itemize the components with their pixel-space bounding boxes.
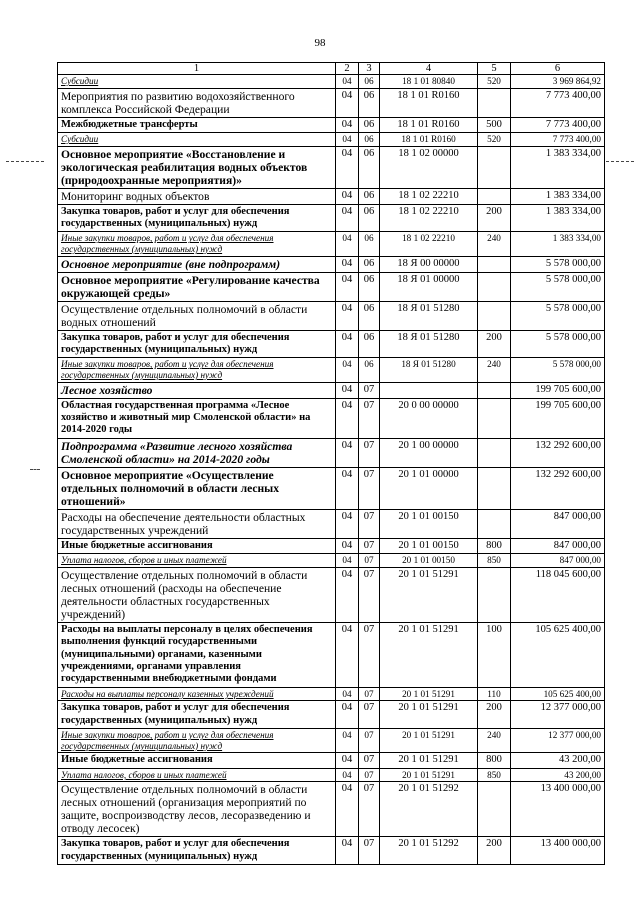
cell-name: Субсидии — [58, 133, 336, 147]
cell-subsection: 07 — [359, 398, 380, 438]
cell-section: 04 — [336, 509, 359, 538]
cell-target-code: 18 1 01 R0160 — [380, 117, 478, 132]
cell-expense-type: 850 — [478, 554, 511, 568]
table-row — [58, 358, 605, 382]
header-cell-col6: 6 — [511, 63, 605, 75]
table-row — [58, 398, 605, 438]
table-header — [58, 63, 605, 75]
cell-target-code: 20 1 01 51291 — [380, 768, 478, 782]
table-row — [58, 188, 605, 204]
table-row — [58, 782, 605, 837]
table-row — [58, 133, 605, 147]
header-row — [58, 63, 605, 75]
table-row — [58, 301, 605, 330]
cell-expense-type — [478, 398, 511, 438]
cell-section: 04 — [336, 538, 359, 553]
cell-expense-type — [478, 88, 511, 117]
cell-expense-type — [478, 188, 511, 204]
cell-section: 04 — [336, 382, 359, 398]
cell-section: 04 — [336, 701, 359, 729]
table-row — [58, 622, 605, 687]
cell-name: Закупка товаров, работ и услуг для обеспечения государственных (муниципальных) нужд — [58, 701, 336, 729]
table-row — [58, 538, 605, 553]
table-row — [58, 753, 605, 768]
cell-expense-type: 100 — [478, 622, 511, 687]
cell-name: Осуществление отдельных полномочий в области лесных отношений (организация мероприятий по защите, воспроизводству лесов, лесоразведению и отводу лесосек) — [58, 782, 336, 837]
cell-target-code: 20 1 01 51291 — [380, 701, 478, 729]
cell-expense-type — [478, 567, 511, 622]
cell-amount: 1 383 334,00 — [511, 146, 605, 188]
cell-amount: 5 578 000,00 — [511, 358, 605, 382]
cell-expense-type — [478, 467, 511, 509]
cell-subsection: 06 — [359, 146, 380, 188]
cell-subsection: 06 — [359, 117, 380, 132]
cell-target-code: 18 1 02 22210 — [380, 204, 478, 232]
table-row — [58, 256, 605, 272]
cell-target-code: 20 1 01 00150 — [380, 509, 478, 538]
table-row — [58, 75, 605, 89]
cell-expense-type: 850 — [478, 768, 511, 782]
cell-expense-type — [478, 382, 511, 398]
cell-name: Осуществление отдельных полномочий в области лесных отношений (расходы на обеспечение деятельности областных государственных учреждений) — [58, 567, 336, 622]
cell-amount: 118 045 600,00 — [511, 567, 605, 622]
cell-target-code: 18 Я 00 00000 — [380, 256, 478, 272]
cell-subsection: 07 — [359, 701, 380, 729]
cell-expense-type: 240 — [478, 729, 511, 753]
cell-subsection: 06 — [359, 232, 380, 256]
table-row — [58, 146, 605, 188]
header-cell-col5: 5 — [478, 63, 511, 75]
cell-amount: 7 773 400,00 — [511, 117, 605, 132]
cell-amount: 5 578 000,00 — [511, 330, 605, 358]
cell-name: Иные бюджетные ассигнования — [58, 538, 336, 553]
cell-target-code: 18 1 02 22210 — [380, 188, 478, 204]
cell-name: Иные закупки товаров, работ и услуг для обеспечения государственных (муниципальных) нужд — [58, 729, 336, 753]
cell-amount: 3 969 864,92 — [511, 75, 605, 89]
cell-section: 04 — [336, 782, 359, 837]
cell-name: Основное мероприятие «Регулирование качества окружающей среды» — [58, 272, 336, 301]
cell-amount: 12 377 000,00 — [511, 701, 605, 729]
cell-subsection: 06 — [359, 272, 380, 301]
table-row — [58, 687, 605, 701]
cell-amount: 5 578 000,00 — [511, 272, 605, 301]
table-row — [58, 509, 605, 538]
cell-name: Уплата налогов, сборов и иных платежей — [58, 554, 336, 568]
table-row — [58, 382, 605, 398]
cell-section: 04 — [336, 256, 359, 272]
cell-section: 04 — [336, 438, 359, 467]
cell-expense-type: 800 — [478, 538, 511, 553]
cell-section: 04 — [336, 622, 359, 687]
cell-name: Областная государственная программа «Лесное хозяйство и животный мир Смоленской области» на 2014-2020 годы — [58, 398, 336, 438]
cell-target-code: 18 Я 01 51280 — [380, 301, 478, 330]
cell-amount: 5 578 000,00 — [511, 301, 605, 330]
cell-subsection: 07 — [359, 382, 380, 398]
table-row — [58, 330, 605, 358]
cell-expense-type — [478, 301, 511, 330]
cell-target-code: 18 1 01 R0160 — [380, 133, 478, 147]
cell-name: Субсидии — [58, 75, 336, 89]
cell-subsection: 06 — [359, 330, 380, 358]
cell-expense-type: 200 — [478, 837, 511, 865]
page-number: 98 — [314, 37, 326, 49]
cell-expense-type: 240 — [478, 232, 511, 256]
cell-section: 04 — [336, 301, 359, 330]
cell-name: Закупка товаров, работ и услуг для обеспечения государственных (муниципальных) нужд — [58, 330, 336, 358]
cell-section: 04 — [336, 88, 359, 117]
table-row — [58, 117, 605, 132]
cell-amount: 1 383 334,00 — [511, 204, 605, 232]
cell-name: Мероприятия по развитию водохозяйственного комплекса Российской Федерации — [58, 88, 336, 117]
cell-subsection: 07 — [359, 687, 380, 701]
cell-subsection: 06 — [359, 75, 380, 89]
cell-target-code: 20 1 01 00150 — [380, 538, 478, 553]
cell-target-code: 20 1 01 51292 — [380, 782, 478, 837]
cell-subsection: 07 — [359, 467, 380, 509]
header-cell-col4: 4 — [380, 63, 478, 75]
cell-name: Подпрограмма «Развитие лесного хозяйства Смоленской области» на 2014-2020 годы — [58, 438, 336, 467]
cell-target-code — [380, 382, 478, 398]
cell-subsection: 07 — [359, 622, 380, 687]
left-margin-mark — [6, 161, 44, 162]
cell-target-code: 20 1 00 00000 — [380, 438, 478, 467]
cell-amount: 847 000,00 — [511, 538, 605, 553]
cell-target-code: 20 1 01 51291 — [380, 687, 478, 701]
cell-subsection: 07 — [359, 438, 380, 467]
table-row — [58, 729, 605, 753]
cell-subsection: 07 — [359, 753, 380, 768]
cell-section: 04 — [336, 768, 359, 782]
cell-section: 04 — [336, 687, 359, 701]
cell-name: Мониторинг водных объектов — [58, 188, 336, 204]
cell-expense-type: 200 — [478, 330, 511, 358]
cell-section: 04 — [336, 753, 359, 768]
cell-section: 04 — [336, 554, 359, 568]
table-row — [58, 467, 605, 509]
cell-name: Осуществление отдельных полномочий в области водных отношений — [58, 301, 336, 330]
cell-expense-type: 240 — [478, 358, 511, 382]
cell-amount: 12 377 000,00 — [511, 729, 605, 753]
cell-subsection: 07 — [359, 837, 380, 865]
cell-target-code: 20 1 01 00150 — [380, 554, 478, 568]
cell-name: Закупка товаров, работ и услуг для обеспечения государственных (муниципальных) нужд — [58, 204, 336, 232]
budget-table — [57, 62, 605, 865]
cell-subsection: 06 — [359, 88, 380, 117]
cell-target-code: 18 Я 01 51280 — [380, 330, 478, 358]
cell-expense-type: 200 — [478, 701, 511, 729]
cell-amount: 847 000,00 — [511, 509, 605, 538]
table-row — [58, 567, 605, 622]
cell-target-code: 18 1 01 R0160 — [380, 88, 478, 117]
cell-target-code: 18 1 02 00000 — [380, 146, 478, 188]
cell-amount: 7 773 400,00 — [511, 133, 605, 147]
cell-section: 04 — [336, 729, 359, 753]
cell-expense-type: 800 — [478, 753, 511, 768]
cell-target-code: 18 Я 01 00000 — [380, 272, 478, 301]
table-row — [58, 88, 605, 117]
cell-name: Расходы на выплаты персоналу казенных учреждений — [58, 687, 336, 701]
cell-name: Иные закупки товаров, работ и услуг для обеспечения государственных (муниципальных) нужд — [58, 232, 336, 256]
cell-name: Уплата налогов, сборов и иных платежей — [58, 768, 336, 782]
cell-amount: 199 705 600,00 — [511, 382, 605, 398]
cell-section: 04 — [336, 358, 359, 382]
cell-name: Межбюджетные трансферты — [58, 117, 336, 132]
cell-name: Иные закупки товаров, работ и услуг для обеспечения государственных (муниципальных) нужд — [58, 358, 336, 382]
cell-amount: 7 773 400,00 — [511, 88, 605, 117]
cell-target-code: 20 1 01 00000 — [380, 467, 478, 509]
cell-subsection: 06 — [359, 204, 380, 232]
cell-subsection: 06 — [359, 301, 380, 330]
cell-name: Закупка товаров, работ и услуг для обеспечения государственных (муниципальных) нужд — [58, 837, 336, 865]
cell-amount: 847 000,00 — [511, 554, 605, 568]
cell-expense-type — [478, 438, 511, 467]
cell-amount: 43 200,00 — [511, 753, 605, 768]
cell-name: Иные бюджетные ассигнования — [58, 753, 336, 768]
cell-target-code: 18 1 02 22210 — [380, 232, 478, 256]
cell-amount: 1 383 334,00 — [511, 232, 605, 256]
cell-target-code: 20 1 01 51291 — [380, 622, 478, 687]
cell-subsection: 06 — [359, 358, 380, 382]
cell-subsection: 07 — [359, 567, 380, 622]
table-row — [58, 554, 605, 568]
table-row — [58, 438, 605, 467]
cell-section: 04 — [336, 467, 359, 509]
cell-target-code: 20 1 01 51291 — [380, 753, 478, 768]
cell-amount: 132 292 600,00 — [511, 438, 605, 467]
cell-section: 04 — [336, 117, 359, 132]
cell-section: 04 — [336, 232, 359, 256]
cell-expense-type — [478, 146, 511, 188]
cell-expense-type — [478, 509, 511, 538]
cell-amount: 13 400 000,00 — [511, 837, 605, 865]
cell-section: 04 — [336, 204, 359, 232]
cell-section: 04 — [336, 133, 359, 147]
cell-expense-type: 520 — [478, 133, 511, 147]
table-row — [58, 204, 605, 232]
cell-amount: 105 625 400,00 — [511, 687, 605, 701]
table-row — [58, 837, 605, 865]
cell-expense-type: 110 — [478, 687, 511, 701]
cell-section: 04 — [336, 75, 359, 89]
cell-section: 04 — [336, 146, 359, 188]
cell-name: Основное мероприятие «Осуществление отдельных полномочий в области лесных отношений» — [58, 467, 336, 509]
cell-amount: 199 705 600,00 — [511, 398, 605, 438]
table-body — [58, 75, 605, 865]
cell-amount: 13 400 000,00 — [511, 782, 605, 837]
cell-section: 04 — [336, 398, 359, 438]
cell-name: Расходы на выплаты персоналу в целях обеспечения выполнения функций государственными (муниципальными) органами, казенными учреждениями, органами управления государственными внебюджетными фондами — [58, 622, 336, 687]
cell-amount: 132 292 600,00 — [511, 467, 605, 509]
cell-target-code: 18 Я 01 51280 — [380, 358, 478, 382]
header-cell-col2: 2 — [336, 63, 359, 75]
table-row — [58, 701, 605, 729]
cell-name: Основное мероприятие «Восстановление и экологическая реабилитация водных объектов (природоохранные мероприятия)» — [58, 146, 336, 188]
cell-target-code: 20 1 01 51292 — [380, 837, 478, 865]
cell-section: 04 — [336, 330, 359, 358]
cell-subsection: 07 — [359, 782, 380, 837]
cell-name: Основное мероприятие (вне подпрограмм) — [58, 256, 336, 272]
cell-target-code: 20 1 01 51291 — [380, 729, 478, 753]
cell-name: Расходы на обеспечение деятельности областных государственных учреждений — [58, 509, 336, 538]
cell-subsection: 07 — [359, 554, 380, 568]
cell-target-code: 20 0 00 00000 — [380, 398, 478, 438]
right-margin-mark — [606, 161, 634, 162]
cell-amount: 1 383 334,00 — [511, 188, 605, 204]
cell-subsection: 06 — [359, 188, 380, 204]
cell-name: Лесное хозяйство — [58, 382, 336, 398]
cell-subsection: 06 — [359, 133, 380, 147]
cell-expense-type — [478, 256, 511, 272]
cell-section: 04 — [336, 188, 359, 204]
cell-amount: 105 625 400,00 — [511, 622, 605, 687]
header-cell-col1: 1 — [58, 63, 336, 75]
cell-expense-type — [478, 782, 511, 837]
cell-section: 04 — [336, 567, 359, 622]
cell-target-code: 20 1 01 51291 — [380, 567, 478, 622]
cell-subsection: 07 — [359, 509, 380, 538]
left-margin-mark — [30, 469, 40, 470]
cell-section: 04 — [336, 272, 359, 301]
cell-amount: 5 578 000,00 — [511, 256, 605, 272]
table-row — [58, 768, 605, 782]
table-row — [58, 232, 605, 256]
table-row — [58, 272, 605, 301]
cell-expense-type: 520 — [478, 75, 511, 89]
cell-amount: 43 200,00 — [511, 768, 605, 782]
cell-subsection: 07 — [359, 538, 380, 553]
cell-subsection: 07 — [359, 729, 380, 753]
cell-section: 04 — [336, 837, 359, 865]
header-cell-col3: 3 — [359, 63, 380, 75]
cell-subsection: 06 — [359, 256, 380, 272]
cell-target-code: 18 1 01 80840 — [380, 75, 478, 89]
cell-expense-type: 200 — [478, 204, 511, 232]
cell-expense-type: 500 — [478, 117, 511, 132]
cell-subsection: 07 — [359, 768, 380, 782]
cell-expense-type — [478, 272, 511, 301]
